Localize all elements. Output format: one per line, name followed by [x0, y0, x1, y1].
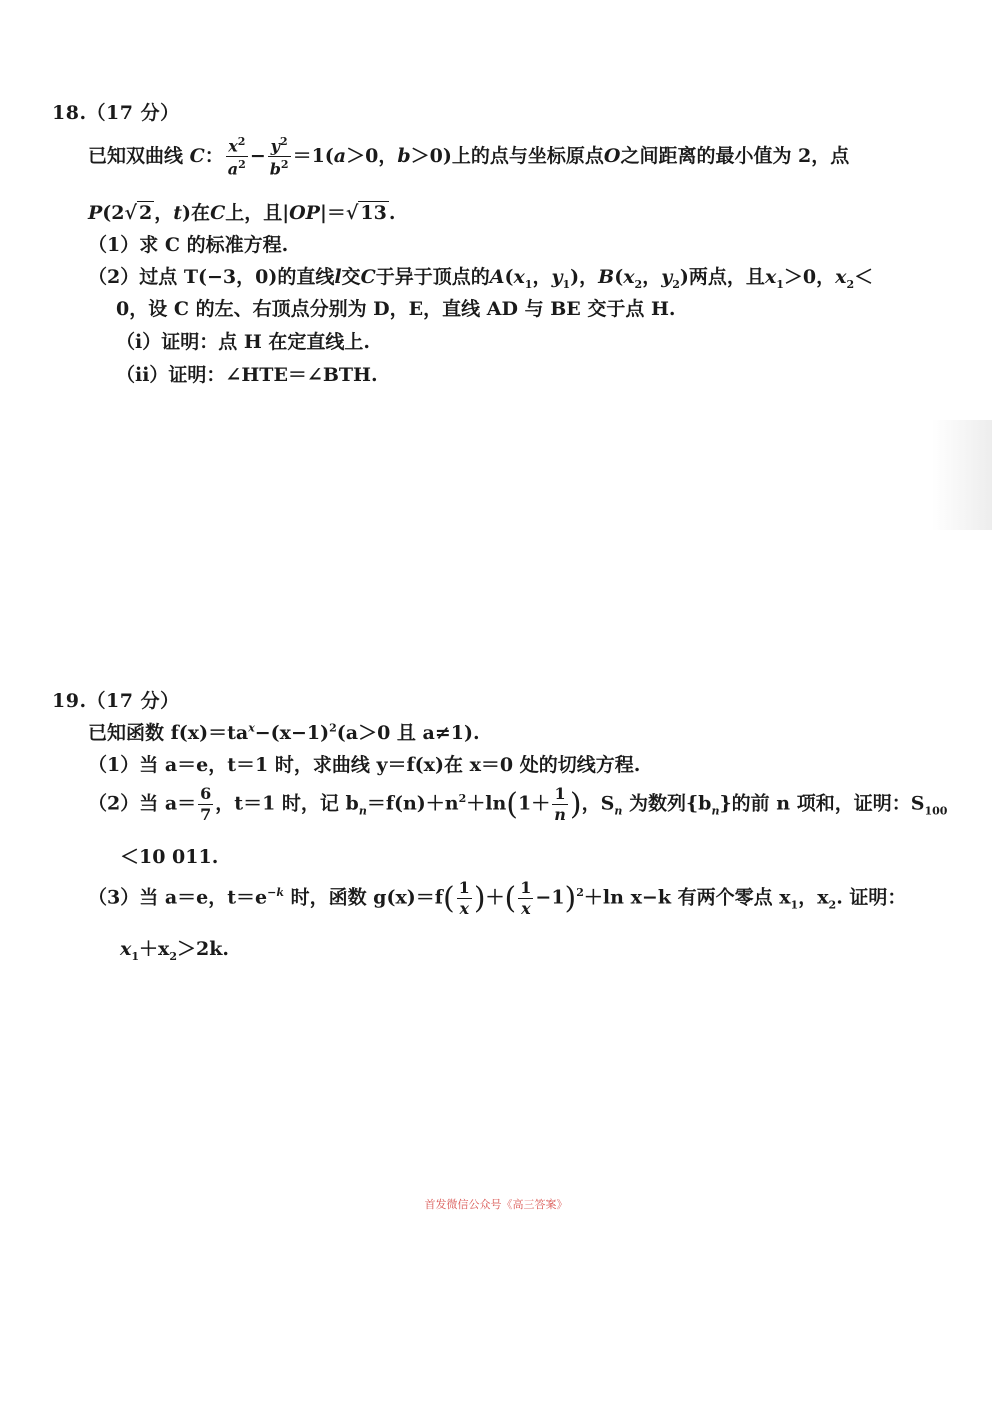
question-18-line-1: 已知双曲线 C： $\frac{x^2}{a^2}$ − $\frac{y^2}{b^2}$ ＝1(a＞0，b＞0)上的点与坐标原点O之间距离的最小值为 2，点 — [88, 135, 850, 179]
fraction-6-7: $\frac{6}{7}$ — [200, 784, 212, 824]
question-19-number: 19.（17 分） — [52, 690, 180, 712]
watermark: 首发微信公众号《高三答案》 — [424, 1198, 568, 1211]
question-19-part-1: （1）当 a＝e，t＝1 时，求曲线 y＝f(x)在 x＝0 处的切线方程. — [88, 754, 641, 776]
fraction-y2-b2: $\frac{y^2}{b^2}$ — [269, 135, 289, 179]
question-18-part-1: （1）求 C 的标准方程. — [88, 234, 289, 256]
question-18-sub-i: （ⅰ）证明：点 H 在定直线上. — [116, 331, 371, 353]
question-19-part-2-line-1: （2）当 a＝ $\frac{6}{7}$ ，t＝1 时，记 $b_n=f(n)+n^2+\ln(1+$ $\frac{1}{n}$ )，$S_n$ 为数列$\{b_n\}$的前 n 项和，证明：$S_{100}$ — [88, 784, 948, 824]
question-18-sub-ii: （ⅱ）证明：∠HTE＝∠BTH. — [116, 364, 378, 386]
fraction-1-n: $\frac{1}{n}$ — [554, 784, 566, 824]
question-18-line-2: P(2√ 2 ，t)在C上，且|OP|＝√ 13 . — [88, 202, 396, 224]
fraction-x2-a2: $\frac{x^2}{a^2}$ — [227, 135, 246, 179]
question-18-part-2-line-1: （2）过点 T(−3，0)的直线l交C于异于顶点的$A(x_1$，$y_1$)，$B(x_2$，$y_2$)两点，且$x_1>0$，$x_2<$ — [88, 266, 874, 291]
fraction-1-x: $\frac{1}{x}$ — [458, 878, 470, 918]
question-19-line-1: 已知函数 $f(x)=ta^x-(x-1)^2(a>0$ 且 a≠1). — [88, 721, 480, 744]
question-19-part-3-line-1: （3）当 a＝e，$t=e^{-k}$ 时，函数 g(x)＝f( $\frac{1}{x}$ )＋( $\frac{1}{x}$ −1)$^2$＋ln x−k 有两个零点 $x_1$，$x_2$. 证明： — [88, 878, 907, 918]
fraction-1-x-2: $\frac{1}{x}$ — [520, 878, 532, 918]
question-19-part-3-line-2: $x_1+x_2>2k$. — [120, 938, 229, 963]
question-18-part-2-line-2: 0，设 C 的左、右顶点分别为 D，E，直线 AD 与 BE 交于点 H. — [116, 298, 676, 320]
question-19-part-2-line-2: ＜10 011. — [120, 846, 219, 868]
scan-shadow — [932, 420, 992, 530]
question-18-number: 18.（17 分） — [52, 102, 180, 124]
